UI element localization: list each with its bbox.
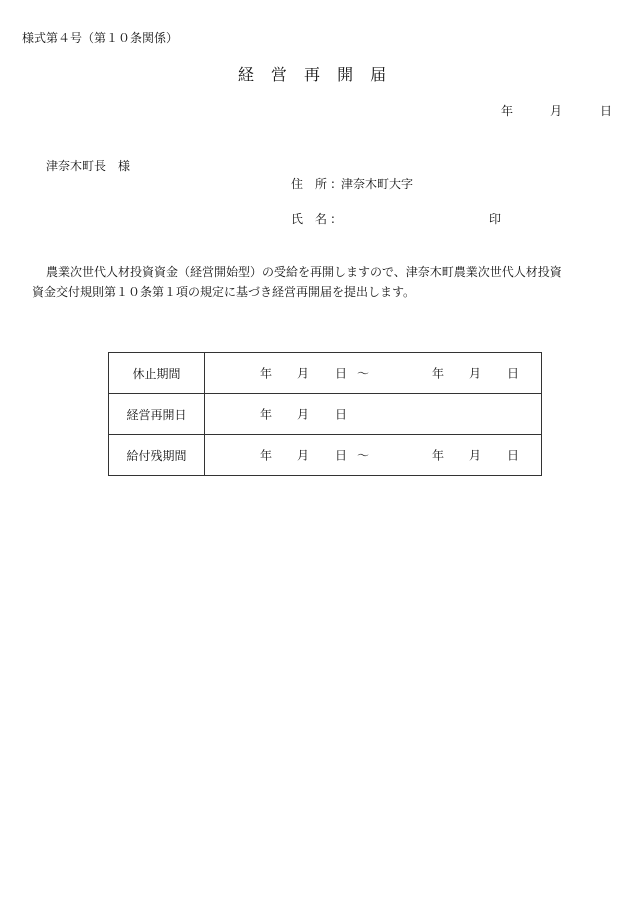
month-label: 月 [297,448,310,463]
table-row [109,353,542,394]
body-line-2: 資金交付規則第１０条第１項の規定に基づき経営再開届を提出します。 [32,285,416,299]
resumption-date-label: 経営再開日 [109,394,205,435]
month-label: 月 [297,407,310,422]
addressee: 津奈木町長 様 [46,159,131,173]
day-label: 日 [507,366,520,381]
remaining-benefit-period-label: 給付残期間 [109,435,205,476]
form-number: 様式第４号（第１０条関係） [22,31,179,45]
month-label: 月 [297,366,310,381]
date-day-label: 日 [600,104,613,118]
month-label: 月 [469,448,482,463]
body-paragraph [32,262,592,302]
date-year-label: 年 [501,104,514,118]
year-label: 年 [432,366,445,381]
date-month-label: 月 [550,104,563,118]
suspension-period-field[interactable] [205,353,542,394]
day-label: 日 [335,407,348,422]
year-label: 年 [260,407,273,422]
range-tilde: ～ [357,448,370,463]
month-label: 月 [469,366,482,381]
body-line-1: 農業次世代人材投資資金（経営開始型）の受給を再開しますので、津奈木町農業次世代人材投資 [46,265,562,279]
period-table [108,352,542,476]
table-row [109,394,542,435]
table-row [109,435,542,476]
day-label: 日 [335,366,348,381]
day-label: 日 [335,448,348,463]
address-label: 住 所 : [291,177,335,191]
page-title: 経 営 再 開 届 [237,65,393,84]
day-label: 日 [507,448,520,463]
address-field[interactable]: 津奈木町大字 [341,177,414,191]
resumption-date-field[interactable] [205,394,542,435]
range-tilde: ～ [357,366,370,381]
remaining-benefit-period-field[interactable] [205,435,542,476]
suspension-period-label: 休止期間 [109,353,205,394]
year-label: 年 [260,366,273,381]
year-label: 年 [432,448,445,463]
year-label: 年 [260,448,273,463]
name-label: 氏 名 : [291,212,335,226]
seal-mark: 印 [489,212,502,226]
